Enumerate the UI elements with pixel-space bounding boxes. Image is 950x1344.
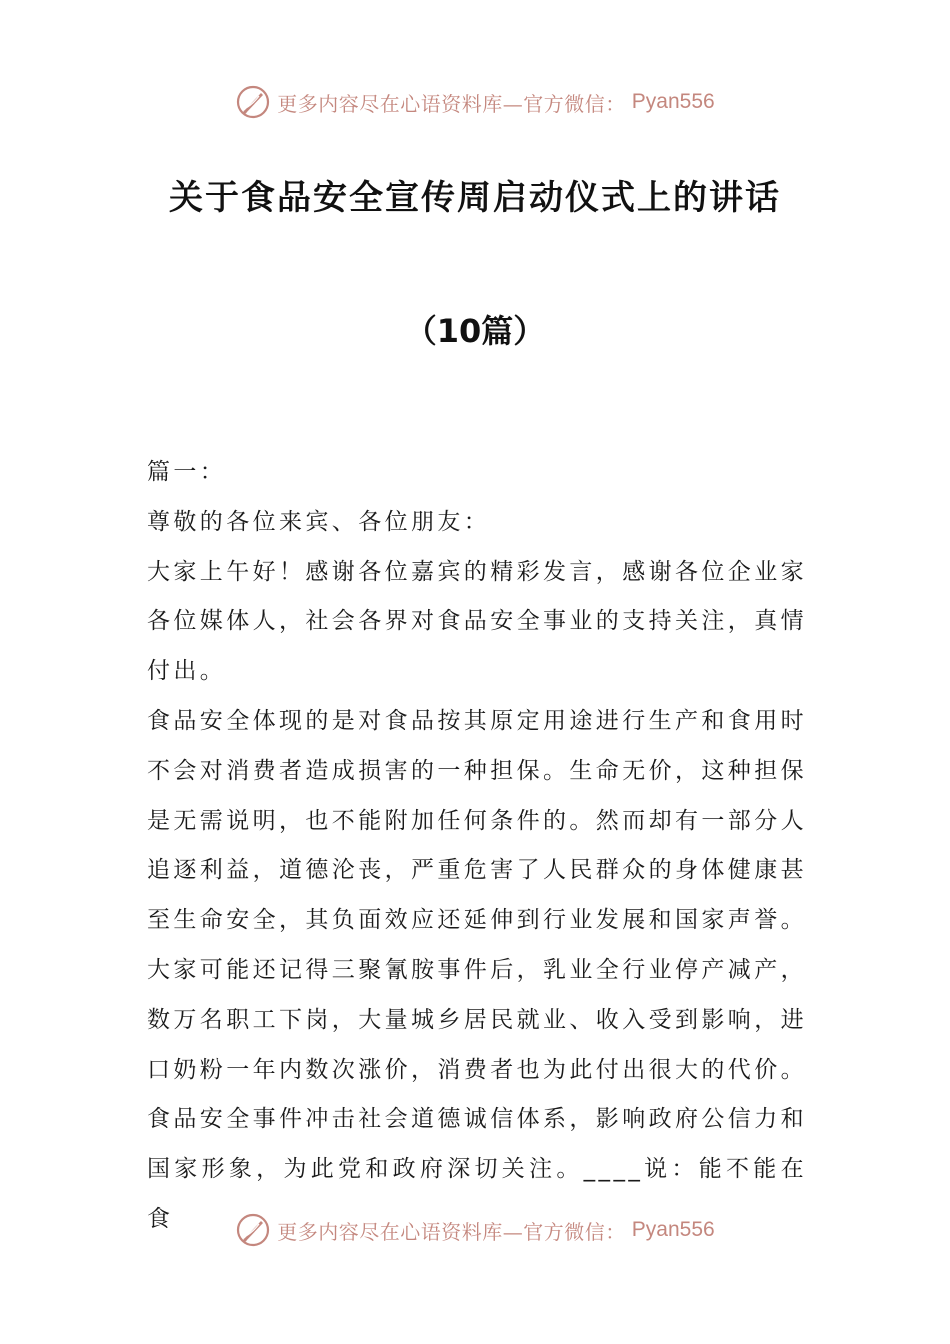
watermark-banner-bottom <box>0 1210 950 1250</box>
watermark-text: 更多内容尽在心语资料库—官方微信： <box>277 91 626 116</box>
document-body <box>147 448 807 1245</box>
body-paragraph: 大家可能还记得三聚氰胺事件后，乳业全行业停产减产，数万名职工下岗，大量城乡居民就业、收入受到影响，进口奶粉一年内数次涨价，消费者也为此付出很大的代价。 <box>147 956 807 1083</box>
section-heading: 篇一： <box>147 459 227 485</box>
watermark-text: 更多内容尽在心语资料库—官方微信： <box>277 1219 626 1244</box>
document-title: 关于食品安全宣传周启动仪式上的讲话 <box>169 178 781 218</box>
watermark-wechat-id: Pyan556 <box>631 1218 715 1241</box>
watermark-banner-top <box>0 82 950 122</box>
body-paragraph: 大家上午好！感谢各位嘉宾的精彩发言，感谢各位企业家各位媒体人，社会各界对食品安全事业的支持关注，真情付出。 <box>147 558 807 685</box>
body-paragraph: 食品安全事件冲击社会道德诚信体系，影响政府公信力和国家形象，为此党和政府深切关注。____说：能不能在食 <box>147 1106 807 1232</box>
quill-circle-logo-icon <box>235 84 271 120</box>
body-paragraph: 食品安全体现的是对食品按其原定用途进行生产和食用时不会对消费者造成损害的一种担保。生命无价，这种担保是无需说明，也不能附加任何条件的。然而却有一部分人追逐利益，道德沦丧，严重危害了人民群众的身体健康甚至生命安全，其负面效应还延伸到行业发展和国家声誉。 <box>147 707 807 934</box>
salutation: 尊敬的各位来宾、各位朋友： <box>147 508 491 535</box>
document-subtitle: （10篇） <box>404 312 546 350</box>
quill-circle-logo-icon <box>235 1212 271 1248</box>
watermark-wechat-id: Pyan556 <box>631 90 715 113</box>
